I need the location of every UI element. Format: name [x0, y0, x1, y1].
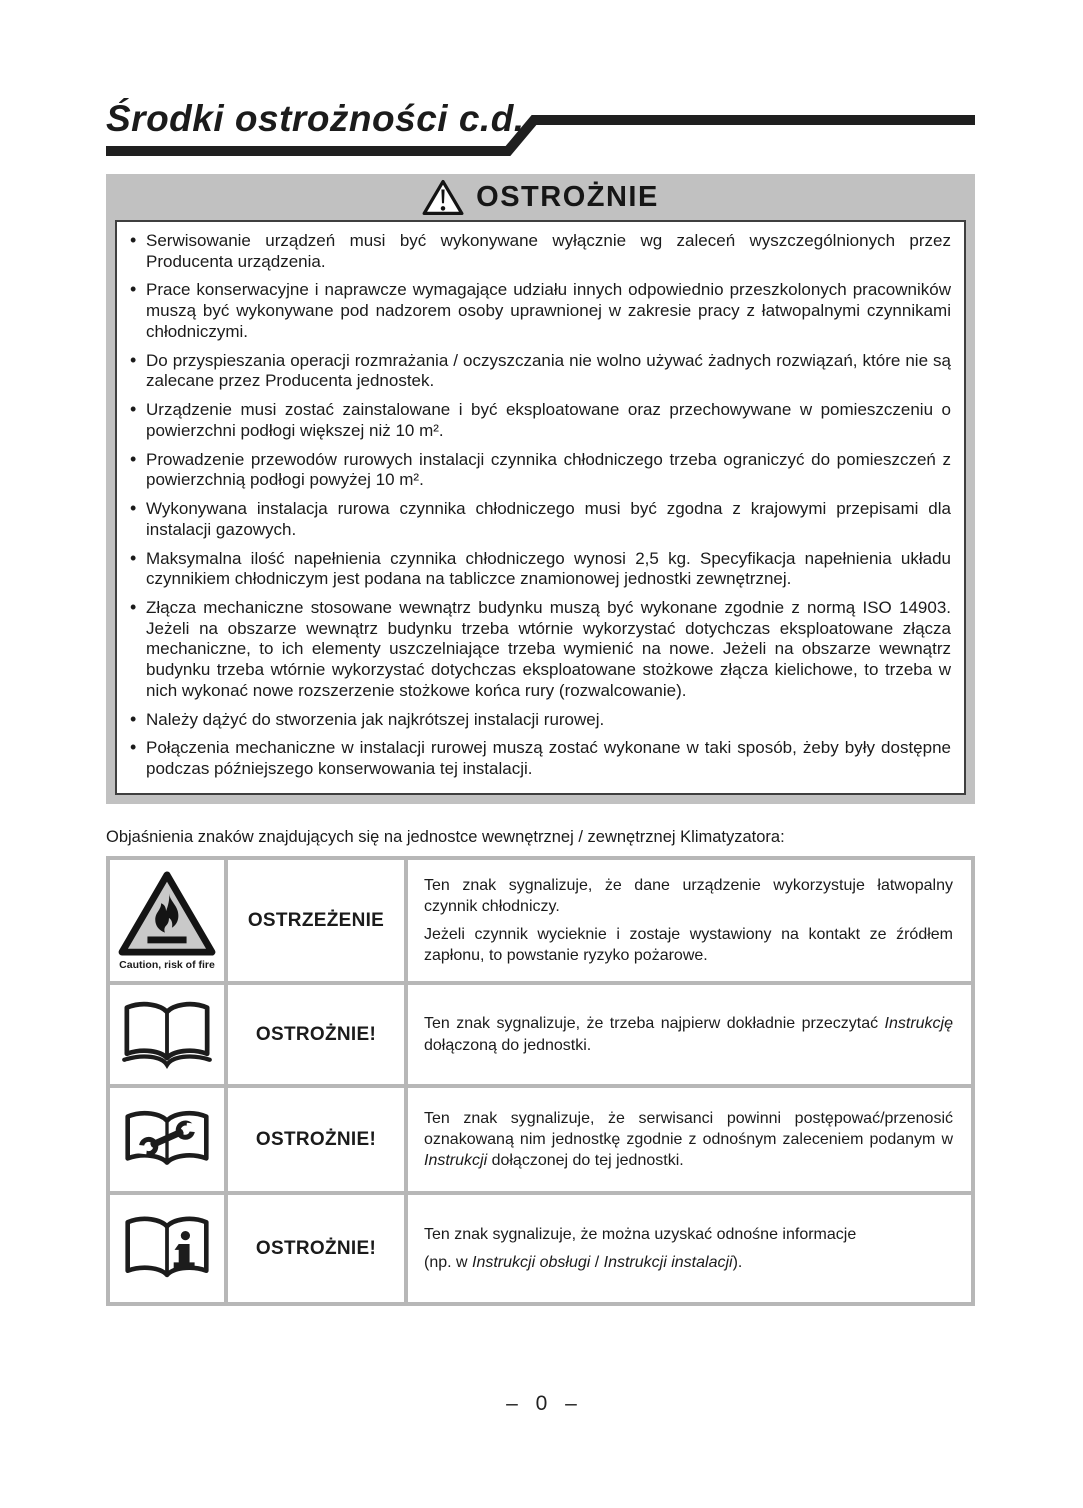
caution-bullet-item: • Prace konserwacyjne i naprawcze wymagające udziału innych odpowiednio przeszkolonych pracowników muszą być wykonywane pod nadzorem osoby uprawnionej w zakresie pracy z łatwopalnymi czynnikami chłodniczymi.	[129, 280, 951, 342]
symbol-icon-cell	[110, 1195, 224, 1302]
caution-box	[106, 174, 975, 804]
caution-bullet-item: • Do przyspieszania operacji rozmrażania / oczyszczania nie wolno używać żadnych rozwiązań, które nie są zalecane przez Producenta jednostek.	[129, 351, 951, 392]
caution-bullet-item: • Połączenia mechaniczne w instalacji rurowej muszą zostać wykonane w taki sposób, żeby były dostępne podczas późniejszego konserwowania tej instalacji.	[129, 738, 951, 779]
symbol-description-cell	[408, 1088, 971, 1191]
symbol-label-cell: OSTROŻNIE!	[228, 1088, 404, 1191]
symbol-description-paragraph: (np. w Instrukcji obsługi / Instrukcji instalacji).	[424, 1253, 743, 1271]
page-header	[106, 96, 975, 160]
open-book-icon	[120, 997, 214, 1073]
symbol-icon-caption: Caution, risk of fire	[119, 959, 215, 971]
symbol-label-cell: OSTROŻNIE!	[228, 985, 404, 1084]
caution-box-content	[115, 220, 966, 795]
warning-triangle-icon	[422, 179, 464, 216]
symbol-description-cell	[408, 860, 971, 981]
symbol-description-cell	[408, 985, 971, 1084]
symbol-label-cell: OSTROŻNIE!	[228, 1195, 404, 1302]
page-title: Środki ostrożności c.d.	[106, 98, 525, 139]
symbol-description-paragraph: Ten znak sygnalizuje, że można uzyskać odnośne informacje	[424, 1226, 857, 1244]
caution-bullet-item: • Należy dążyć do stworzenia jak najkrótszej instalacji rurowej.	[129, 710, 951, 731]
symbol-icon-cell	[110, 860, 224, 981]
page-number: – 0 –	[506, 1392, 577, 1415]
symbol-description-paragraph: Ten znak sygnalizuje, że trzeba najpierw dokładnie przeczytać Instrukcję dołączoną do jednostki.	[424, 1015, 953, 1054]
caution-box-header	[115, 174, 966, 220]
symbol-description-paragraph: Ten znak sygnalizuje, że serwisanci powinni postępować/przenosić oznakowaną nim jednostkę zgodnie z odnośnym zaleceniem podanym w Instrukcji dołączonej do tej jednostki.	[424, 1109, 953, 1170]
book-wrench-icon	[121, 1103, 213, 1177]
symbols-intro-text: Objaśnienia znaków znajdujących się na jednostce wewnętrznej / zewnętrznej Klimatyzatora:	[106, 828, 785, 846]
caution-bullet-item: • Urządzenie musi zostać zainstalowane i być eksploatowane oraz przechowywane w pomieszczeniu o powierzchni podłogi większej niż 10 m².	[129, 400, 951, 441]
fire-warning-icon	[118, 870, 216, 958]
symbol-label-cell: OSTRZEŻENIE	[228, 860, 404, 981]
symbol-icon-cell	[110, 985, 224, 1084]
symbol-description-paragraph: Jeżeli czynnik wycieknie i zostaje wystawiony na kontakt ze źródłem zapłonu, to powstanie ryzyko pożarowe.	[424, 925, 953, 964]
symbol-description-paragraph: Ten znak sygnalizuje, że dane urządzenie wykorzystuje łatwopalny czynnik chłodniczy.	[424, 877, 953, 916]
caution-bullet-list	[129, 231, 951, 780]
caution-bullet-item: • Prowadzenie przewodów rurowych instalacji czynnika chłodniczego trzeba ograniczyć do pomieszczeń z powierzchnią podłogi powyżej 10 m².	[129, 450, 951, 491]
caution-bullet-item: • Maksymalna ilość napełnienia czynnika chłodniczego wynosi 2,5 kg. Specyfikacja napełnienia układu czynnikiem chłodniczym jest podana na tabliczce znamionowej jednostki zewnętrznej.	[129, 549, 951, 590]
caution-box-title: OSTROŻNIE	[476, 180, 659, 213]
book-info-icon	[121, 1211, 213, 1287]
caution-bullet-item: • Złącza mechaniczne stosowane wewnątrz budynku muszą być wykonane zgodnie z normą ISO 14903. Jeżeli na obszarze wewnątrz budynku trzeba wtórnie wykorzystać dotychczas eksploatowane złącza mechaniczne, to ich elementy uszczelniające trzeba wymienić na nowe. Jeżeli na obszarze wewnątrz budynku trzeba wtórnie wykorzystać dotychczas eksploatowane stożkowe złącza kielichowe, to trzeba w nich wykonać nowe rozszerzenie stożkowe końca rury (rozwalcowanie).	[129, 598, 951, 702]
caution-bullet-item: • Serwisowanie urządzeń musi być wykonywane wyłącznie wg zaleceń wyszczególnionych przez Producenta urządzenia.	[129, 231, 951, 272]
caution-bullet-item: • Wykonywana instalacja rurowa czynnika chłodniczego musi być zgodna z krajowymi przepisami dla instalacji gazowych.	[129, 499, 951, 540]
symbols-table	[106, 856, 975, 1306]
symbol-description-cell	[408, 1195, 971, 1302]
symbol-icon-cell	[110, 1088, 224, 1191]
